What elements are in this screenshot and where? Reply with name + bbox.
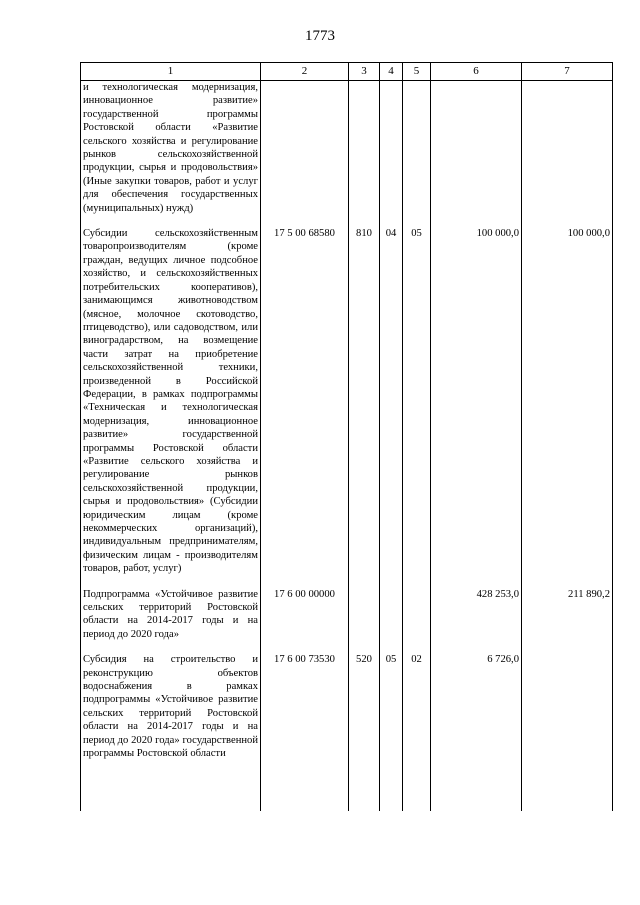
row-value-7: 211 890,2: [522, 588, 613, 642]
row-code: 17 6 00 00000: [261, 588, 349, 642]
column-header: 3: [349, 63, 380, 81]
row-code: 17 5 00 68580: [261, 227, 349, 576]
row-col3: 810: [349, 227, 380, 576]
table-row: [81, 81, 613, 216]
row-col3: 520: [349, 653, 380, 760]
row-value-6: [431, 81, 522, 216]
row-value-7: 100 000,0: [522, 227, 613, 576]
row-col5: 02: [403, 653, 431, 760]
row-value-7: [522, 653, 613, 760]
row-col5: [403, 588, 431, 642]
row-spacer: [81, 761, 613, 811]
column-header: 5: [403, 63, 431, 81]
budget-table: [80, 62, 613, 811]
column-header: 7: [522, 63, 613, 81]
row-spacer: [81, 576, 613, 588]
row-description: Подпрограмма «Устойчивое развитие сельских территорий Ростовской области на 2014-2017 годы и на период до 2020 года»: [81, 588, 261, 642]
table-row: [81, 588, 613, 642]
row-description: и технологическая модернизация, инновационное развитие» государственной программы Ростовской области «Развитие сельского хозяйства и регулирование рынков сельскохозяйственной продукции, сырья и продовольствия» (Иные закупки товаров, работ и услуг для обеспечения государственных (муниципальных) нужд): [81, 81, 261, 216]
row-code: [261, 81, 349, 216]
row-code: 17 6 00 73530: [261, 653, 349, 760]
row-col4: 05: [380, 653, 403, 760]
header-row: [81, 63, 613, 81]
column-header: 4: [380, 63, 403, 81]
row-value-7: [522, 81, 613, 216]
column-header: 6: [431, 63, 522, 81]
page-number: 1773: [305, 28, 335, 44]
row-col4: 04: [380, 227, 403, 576]
row-description: Субсидии сельскохозяйственным товаропроизводителям (кроме граждан, ведущих личное подсобное хозяйство, и сельскохозяйственных потребительских кооперативов), занимающимся животноводством (мясное, молочное скотоводство, птицеводство), или садоводством, или виноградарством, на возмещение части затрат на приобретение сельскохозяйственной техники, произведенной в Российской Федерации, в рамках подпрограммы «Техническая и технологическая модернизация, инновационное развитие» государственной программы Ростовской области «Развитие сельского хозяйства и регулирование рынков сельскохозяйственной продукции, сырья и продовольствия» (Субсидии юридическим лицам (кроме некоммерческих организаций), индивидуальным предпринимателям, физическим лицам - производителям товаров, работ, услуг): [81, 227, 261, 576]
table-row: [81, 227, 613, 576]
row-col5: [403, 81, 431, 216]
row-col3: [349, 588, 380, 642]
column-header: 1: [81, 63, 261, 81]
row-value-6: 100 000,0: [431, 227, 522, 576]
table-row: [81, 653, 613, 760]
row-col4: [380, 588, 403, 642]
row-col5: 05: [403, 227, 431, 576]
row-col4: [380, 81, 403, 216]
row-spacer: [81, 215, 613, 227]
column-header: 2: [261, 63, 349, 81]
row-col3: [349, 81, 380, 216]
row-value-6: 428 253,0: [431, 588, 522, 642]
row-description: Субсидия на строительство и реконструкцию объектов водоснабжения в рамках подпрограммы «Устойчивое развитие сельских территорий Ростовской области на 2014-2017 годы и на период до 2020 года» государственной программы Ростовской области: [81, 653, 261, 760]
row-spacer: [81, 641, 613, 653]
row-value-6: 6 726,0: [431, 653, 522, 760]
